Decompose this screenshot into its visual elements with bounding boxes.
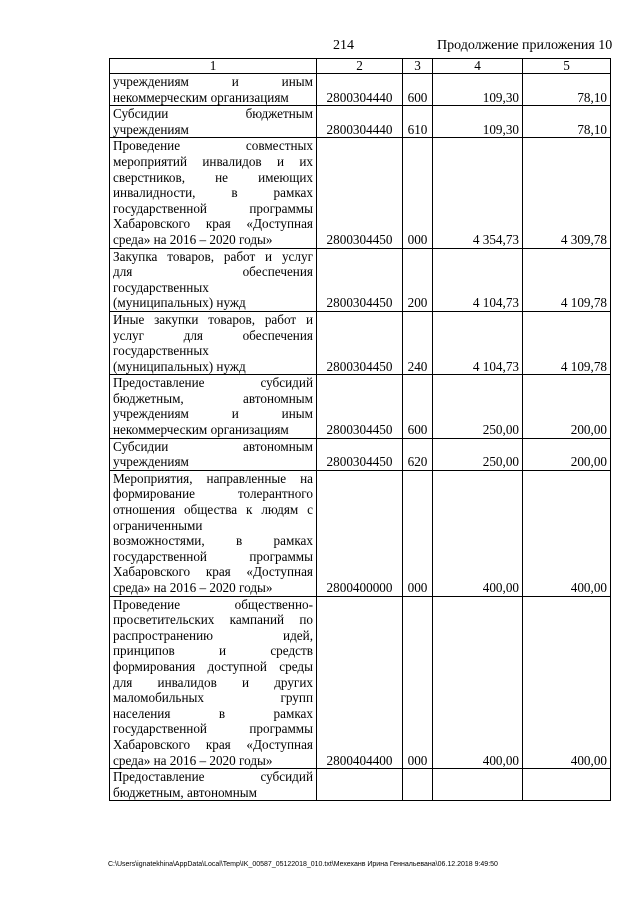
column-number-row bbox=[110, 59, 611, 74]
row-amount-2: 78,10 bbox=[523, 74, 611, 106]
row-description bbox=[110, 769, 317, 801]
row-amount-2 bbox=[523, 769, 611, 801]
budget-table bbox=[109, 58, 611, 801]
row-amount-1: 4 104,73 bbox=[433, 248, 523, 311]
description-line: Иные закупки товаров, работ и bbox=[113, 311, 313, 327]
table-row bbox=[110, 74, 611, 106]
row-expense-type: 200 bbox=[403, 248, 433, 311]
row-amount-2: 400,00 bbox=[523, 470, 611, 596]
row-amount-2: 400,00 bbox=[523, 596, 611, 769]
row-description bbox=[110, 138, 317, 248]
row-expense-type: 000 bbox=[403, 596, 433, 769]
description-line: государственной программы bbox=[113, 200, 313, 216]
row-amount-2: 200,00 bbox=[523, 438, 611, 470]
page-number: 214 bbox=[333, 38, 354, 53]
description-line: сверстников, не имеющих bbox=[113, 169, 313, 185]
description-line: Проведение совместных bbox=[113, 138, 313, 154]
description-line: для обеспечения bbox=[113, 264, 313, 280]
row-description bbox=[110, 375, 317, 438]
row-target-code: 2800304450 bbox=[317, 438, 403, 470]
description-line: Мероприятия, направленные на bbox=[113, 470, 313, 486]
description-line: ограниченными bbox=[113, 517, 203, 533]
row-expense-type: 620 bbox=[403, 438, 433, 470]
file-path-footer: C:\Users\ignatekhina\AppData\Local\Temp\IK_00587_05122018_010.txt\Мехеханв Ирина Геннальевана\06.12.2018 9:49:50 bbox=[108, 861, 498, 868]
row-amount-1: 109,30 bbox=[433, 74, 523, 106]
row-description bbox=[110, 106, 317, 138]
description-line: принципов и средств bbox=[113, 643, 313, 659]
description-line: отношения общества к людям с bbox=[113, 502, 313, 518]
row-target-code: 2800304450 bbox=[317, 375, 403, 438]
description-line: Хабаровского края «Доступная bbox=[113, 564, 313, 580]
description-line: инвалидности, в рамках bbox=[113, 185, 313, 201]
table-row bbox=[110, 470, 611, 596]
row-target-code: 2800304450 bbox=[317, 248, 403, 311]
description-line: учреждениям bbox=[113, 121, 189, 137]
row-amount-1: 4 354,73 bbox=[433, 138, 523, 248]
row-expense-type: 600 bbox=[403, 74, 433, 106]
row-expense-type: 000 bbox=[403, 470, 433, 596]
description-line: некоммерческим организациям bbox=[113, 89, 289, 105]
row-description bbox=[110, 248, 317, 311]
row-amount-1: 4 104,73 bbox=[433, 311, 523, 374]
description-line: Предоставление субсидий bbox=[113, 769, 313, 785]
description-line: Закупка товаров, работ и услуг bbox=[113, 248, 313, 264]
row-amount-2: 200,00 bbox=[523, 375, 611, 438]
description-line: среда» на 2016 – 2020 годы» bbox=[113, 231, 273, 247]
description-line: государственной программы bbox=[113, 548, 313, 564]
description-line: некоммерческим организациям bbox=[113, 422, 289, 438]
continuation-label: Продолжение приложения 10 bbox=[437, 38, 613, 53]
description-line: бюджетным, автономным bbox=[113, 390, 313, 406]
row-expense-type: 610 bbox=[403, 106, 433, 138]
description-line: среда» на 2016 – 2020 годы» bbox=[113, 580, 273, 595]
row-amount-2: 4 109,78 bbox=[523, 248, 611, 311]
table-row bbox=[110, 438, 611, 470]
row-amount-2: 78,10 bbox=[523, 106, 611, 138]
description-line: среда» на 2016 – 2020 годы» bbox=[113, 752, 273, 768]
row-description bbox=[110, 438, 317, 470]
row-amount-1 bbox=[433, 769, 523, 801]
description-line: Предоставление субсидий bbox=[113, 375, 313, 391]
row-target-code: 2800304450 bbox=[317, 138, 403, 248]
table-row bbox=[110, 106, 611, 138]
table-row bbox=[110, 596, 611, 769]
row-amount-1: 250,00 bbox=[433, 438, 523, 470]
row-description bbox=[110, 74, 317, 106]
description-line: населения в рамках bbox=[113, 705, 313, 721]
description-line: бюджетным, автономным bbox=[113, 784, 257, 800]
description-line: возможностями, в рамках bbox=[113, 533, 313, 549]
description-line: государственной программы bbox=[113, 721, 313, 737]
row-description bbox=[110, 311, 317, 374]
column-number-5: 5 bbox=[523, 59, 611, 74]
table-row bbox=[110, 248, 611, 311]
description-line: маломобильных групп bbox=[113, 690, 313, 706]
row-amount-2: 4 109,78 bbox=[523, 311, 611, 374]
column-number-2: 2 bbox=[317, 59, 403, 74]
description-line: учреждениям и иным bbox=[113, 74, 313, 89]
description-line: распространению идей, bbox=[113, 627, 313, 643]
row-amount-1: 109,30 bbox=[433, 106, 523, 138]
column-number-1: 1 bbox=[110, 59, 317, 74]
description-line: учреждениям и иным bbox=[113, 406, 313, 422]
row-target-code: 2800304450 bbox=[317, 311, 403, 374]
row-target-code: 2800404400 bbox=[317, 596, 403, 769]
description-line: Проведение общественно- bbox=[113, 596, 313, 612]
row-expense-type: 000 bbox=[403, 138, 433, 248]
description-line: для инвалидов и других bbox=[113, 674, 313, 690]
description-line: формирование толерантного bbox=[113, 486, 313, 502]
table-row bbox=[110, 138, 611, 248]
description-line: Субсидии автономным bbox=[113, 438, 313, 454]
description-line: формирования доступной среды bbox=[113, 658, 313, 674]
table-row bbox=[110, 375, 611, 438]
row-expense-type: 240 bbox=[403, 311, 433, 374]
row-amount-1: 400,00 bbox=[433, 470, 523, 596]
description-line: учреждениям bbox=[113, 454, 189, 470]
row-amount-1: 250,00 bbox=[433, 375, 523, 438]
description-line: просветительских кампаний по bbox=[113, 612, 313, 628]
row-expense-type: 600 bbox=[403, 375, 433, 438]
table-row bbox=[110, 311, 611, 374]
row-target-code: 2800400000 bbox=[317, 470, 403, 596]
row-amount-2: 4 309,78 bbox=[523, 138, 611, 248]
table-row bbox=[110, 769, 611, 801]
description-line: Хабаровского края «Доступная bbox=[113, 216, 313, 232]
description-line: Субсидии бюджетным bbox=[113, 106, 313, 122]
description-line: государственных bbox=[113, 343, 209, 359]
description-line: государственных bbox=[113, 279, 209, 295]
row-target-code bbox=[317, 769, 403, 801]
description-line: Хабаровского края «Доступная bbox=[113, 736, 313, 752]
description-line: услуг для обеспечения bbox=[113, 327, 313, 343]
row-description bbox=[110, 470, 317, 596]
row-amount-1: 400,00 bbox=[433, 596, 523, 769]
column-number-3: 3 bbox=[403, 59, 433, 74]
row-expense-type bbox=[403, 769, 433, 801]
row-description bbox=[110, 596, 317, 769]
description-line: (муниципальных) нужд bbox=[113, 358, 246, 374]
column-number-4: 4 bbox=[433, 59, 523, 74]
description-line: (муниципальных) нужд bbox=[113, 295, 246, 311]
description-line: мероприятий инвалидов и их bbox=[113, 153, 313, 169]
row-target-code: 2800304440 bbox=[317, 106, 403, 138]
row-target-code: 2800304440 bbox=[317, 74, 403, 106]
